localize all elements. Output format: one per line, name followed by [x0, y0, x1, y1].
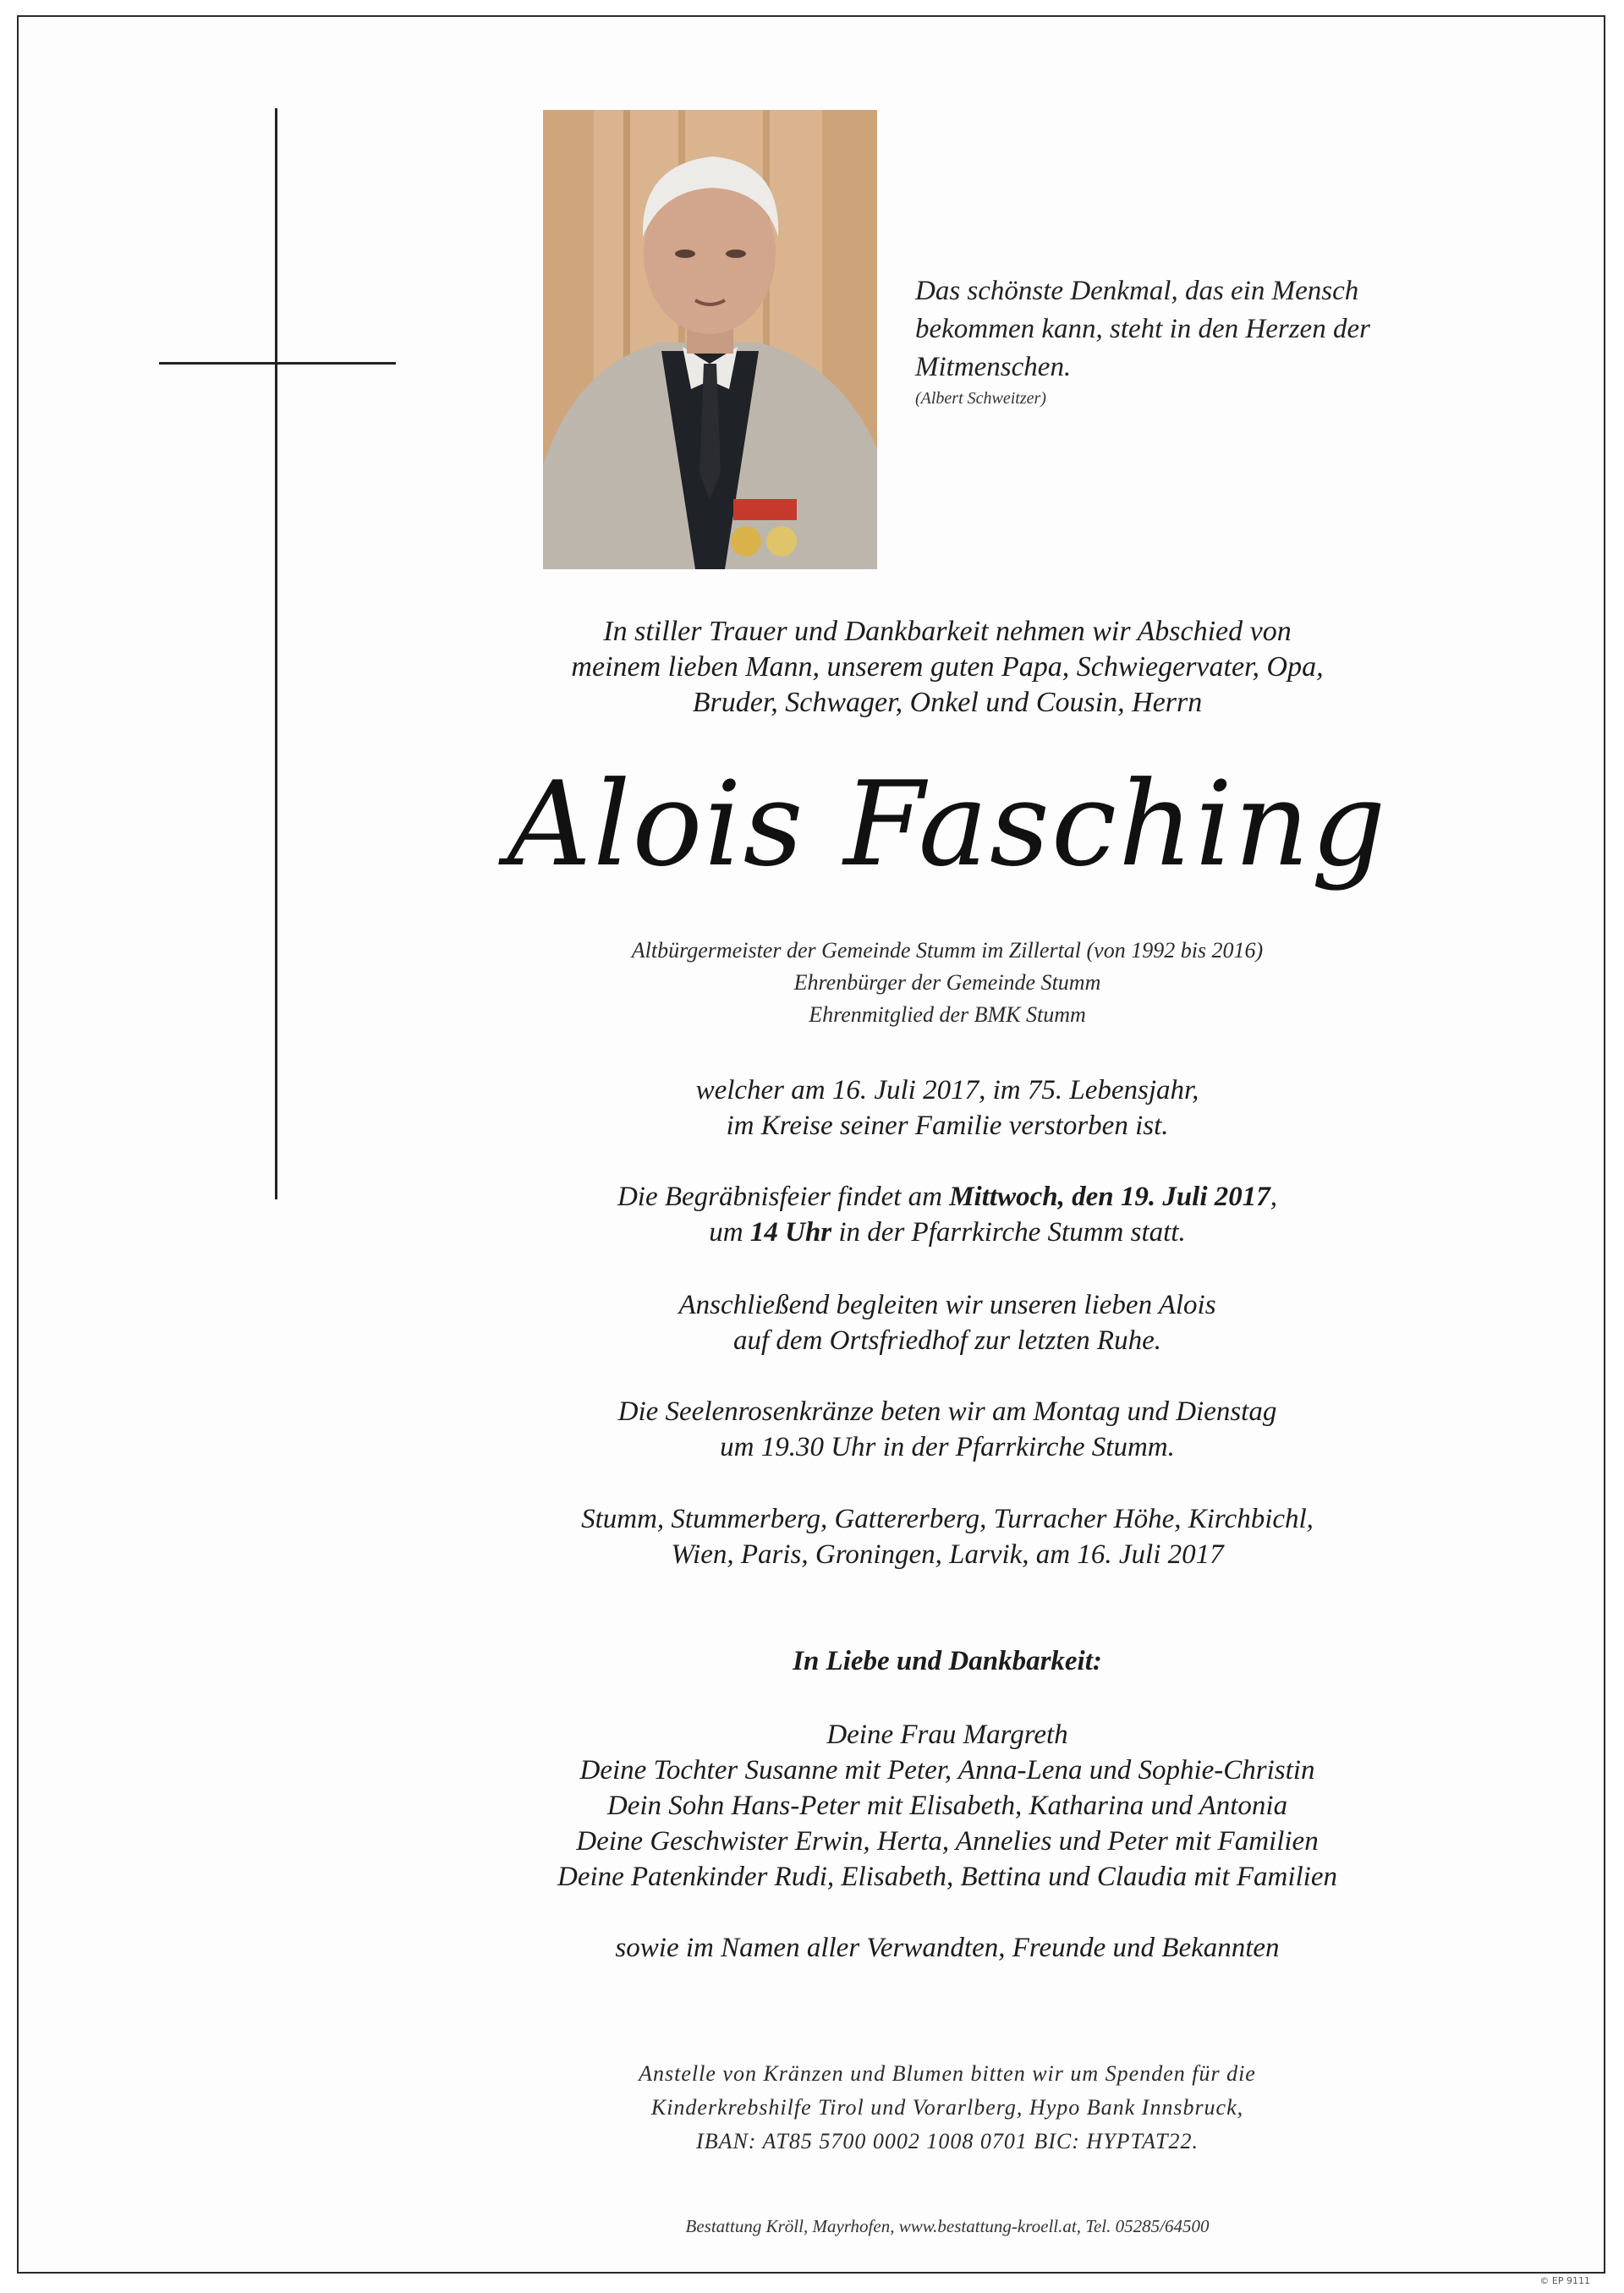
cross-vertical-bar — [275, 108, 277, 1199]
places-and-date — [474, 1501, 1421, 1572]
print-code: © EP 9111 — [1539, 2275, 1590, 2286]
mourners-heading: In Liebe und Dankbarkeit: — [793, 1646, 1102, 1676]
intro-line: In stiller Trauer und Dankbarkeit nehmen wir Abschied von — [603, 616, 1292, 647]
donation-line: Anstelle von Kränzen und Blumen bitten wir um Spenden für die — [639, 2061, 1256, 2086]
quote-author: (Albert Schweitzer) — [915, 389, 1046, 408]
title-line: Ehrenmitglied der BMK Stumm — [809, 1002, 1086, 1027]
honorary-titles — [474, 935, 1421, 1031]
intro-text — [474, 614, 1421, 721]
burial-line: auf dem Ortsfriedhof zur letzten Ruhe. — [733, 1325, 1161, 1356]
cross-horizontal-bar — [159, 362, 396, 365]
rosary-line: um 19.30 Uhr in der Pfarrkirche Stumm. — [720, 1432, 1175, 1462]
places-line: Wien, Paris, Groningen, Larvik, am 16. Juli 2017 — [671, 1539, 1224, 1570]
funeral-details — [474, 1179, 1421, 1250]
death-line: welcher am 16. Juli 2017, im 75. Lebensjahr, — [695, 1075, 1199, 1105]
burial-notice — [474, 1287, 1421, 1358]
funeral-date: Mittwoch, den 19. Juli 2017 — [949, 1182, 1270, 1212]
title-line: Altbürgermeister der Gemeinde Stumm im Zillertal (von 1992 bis 2016) — [631, 938, 1264, 963]
places-line: Stumm, Stummerberg, Gattererberg, Turracher Höhe, Kirchbichl, — [581, 1504, 1314, 1534]
funeral-text: , — [1270, 1182, 1278, 1212]
deceased-name: Alois Fasching — [507, 756, 1388, 892]
portrait-photo — [543, 110, 877, 569]
quote-line: bekommen kann, steht in den Herzen der — [915, 314, 1370, 344]
mourner-line: Dein Sohn Hans-Peter mit Elisabeth, Katharina und Antonia — [606, 1791, 1288, 1821]
rosary-line: Die Seelenrosenkränze beten wir am Montag und Dienstag — [617, 1396, 1277, 1427]
mourner-line: Deine Tochter Susanne mit Peter, Anna-Lena und Sophie-Christin — [579, 1755, 1315, 1786]
donation-request — [474, 2057, 1421, 2159]
funeral-text: in der Pfarrkirche Stumm statt. — [831, 1217, 1186, 1248]
quote-line: Das schönste Denkmal, das ein Mensch — [915, 276, 1359, 306]
quote-text — [915, 272, 1465, 387]
death-line: im Kreise seiner Familie verstorben ist. — [726, 1111, 1169, 1141]
funeral-time: 14 Uhr — [749, 1217, 832, 1248]
mourner-line: Deine Patenkinder Rudi, Elisabeth, Bettina und Claudia mit Familien — [557, 1862, 1338, 1892]
title-line: Ehrenbürger der Gemeinde Stumm — [793, 970, 1101, 995]
funeral-text: Die Begräbnisfeier findet am — [617, 1182, 950, 1212]
rosary-notice — [474, 1394, 1421, 1465]
funeral-home-footer: Bestattung Kröll, Mayrhofen, www.bestattung-kroell.at, Tel. 05285/64500 — [685, 2216, 1210, 2236]
funeral-text: um — [709, 1217, 750, 1248]
relatives-line: sowie im Namen aller Verwandten, Freunde und Bekannten — [615, 1933, 1280, 1963]
donation-line: Kinderkrebshilfe Tirol und Vorarlberg, Hypo Bank Innsbruck, — [650, 2095, 1244, 2120]
donation-line: IBAN: AT85 5700 0002 1008 0701 BIC: HYPTAT22. — [696, 2129, 1199, 2153]
funeral-line-2 — [474, 1215, 1421, 1250]
funeral-line-1 — [474, 1179, 1421, 1215]
burial-line: Anschließend begleiten wir unseren lieben Alois — [678, 1290, 1216, 1320]
mourner-line: Deine Geschwister Erwin, Herta, Annelies und Peter mit Familien — [576, 1826, 1319, 1857]
death-notice — [474, 1072, 1421, 1144]
quote-line: Mitmenschen. — [915, 352, 1072, 382]
intro-line: meinem lieben Mann, unserem guten Papa, Schwiegervater, Opa, — [571, 651, 1324, 683]
mourners-list — [474, 1717, 1421, 1895]
intro-line: Bruder, Schwager, Onkel und Cousin, Herrn — [692, 687, 1203, 718]
mourner-line: Deine Frau Margreth — [826, 1720, 1068, 1750]
